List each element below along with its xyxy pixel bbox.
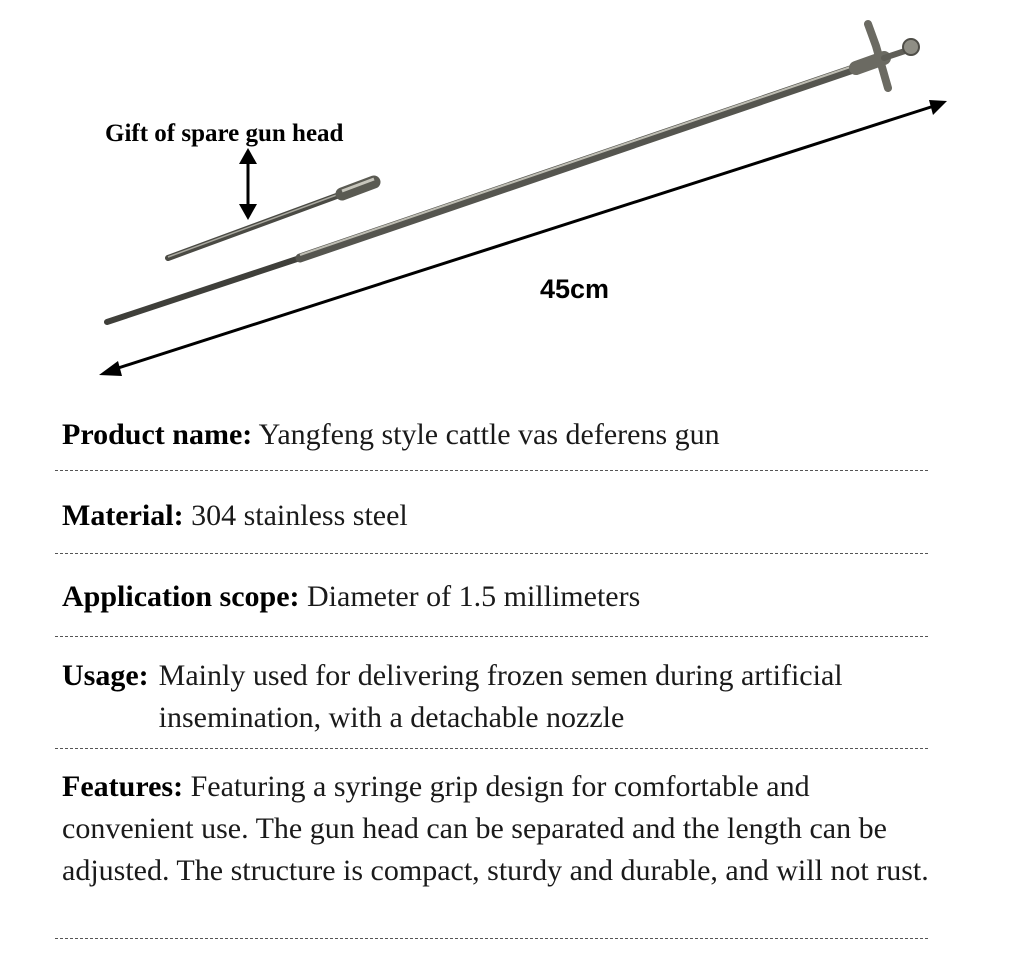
dashed-divider: [55, 938, 928, 939]
dashed-divider: [55, 748, 928, 749]
spare-head-callout: Gift of spare gun head: [105, 120, 344, 147]
dashed-divider: [55, 636, 928, 637]
callout-arrow: [239, 148, 257, 220]
length-label: 45cm: [540, 274, 610, 304]
dashed-divider: [55, 553, 928, 554]
spec-label: Application scope:: [62, 580, 300, 613]
spec-label: Material:: [62, 499, 184, 532]
spec-application-scope: [62, 576, 982, 618]
insemination-gun-image: [107, 24, 919, 322]
spec-value: Mainly used for delivering frozen semen during artificial insemination, with a detachable nozzle: [158, 659, 843, 734]
spec-label: Usage:: [62, 659, 149, 692]
dashed-divider: [55, 470, 928, 471]
spec-value: Diameter of 1.5 millimeters: [307, 580, 641, 613]
spec-product-name: [62, 414, 982, 456]
spec-label: Product name:: [62, 418, 253, 451]
spec-label: Features:: [62, 770, 184, 803]
spec-value: Yangfeng style cattle vas deferens gun: [258, 418, 720, 451]
spec-features: [62, 766, 937, 892]
spec-value: 304 stainless steel: [191, 499, 408, 532]
product-illustration: [0, 0, 1025, 400]
spec-usage: [62, 655, 982, 739]
spec-value: Featuring a syringe grip design for comfortable and convenient use. The gun head can be separated and the length can be adjusted. The structure is compact, sturdy and durable, and will not rust.: [62, 770, 929, 887]
spec-material: [62, 495, 982, 537]
